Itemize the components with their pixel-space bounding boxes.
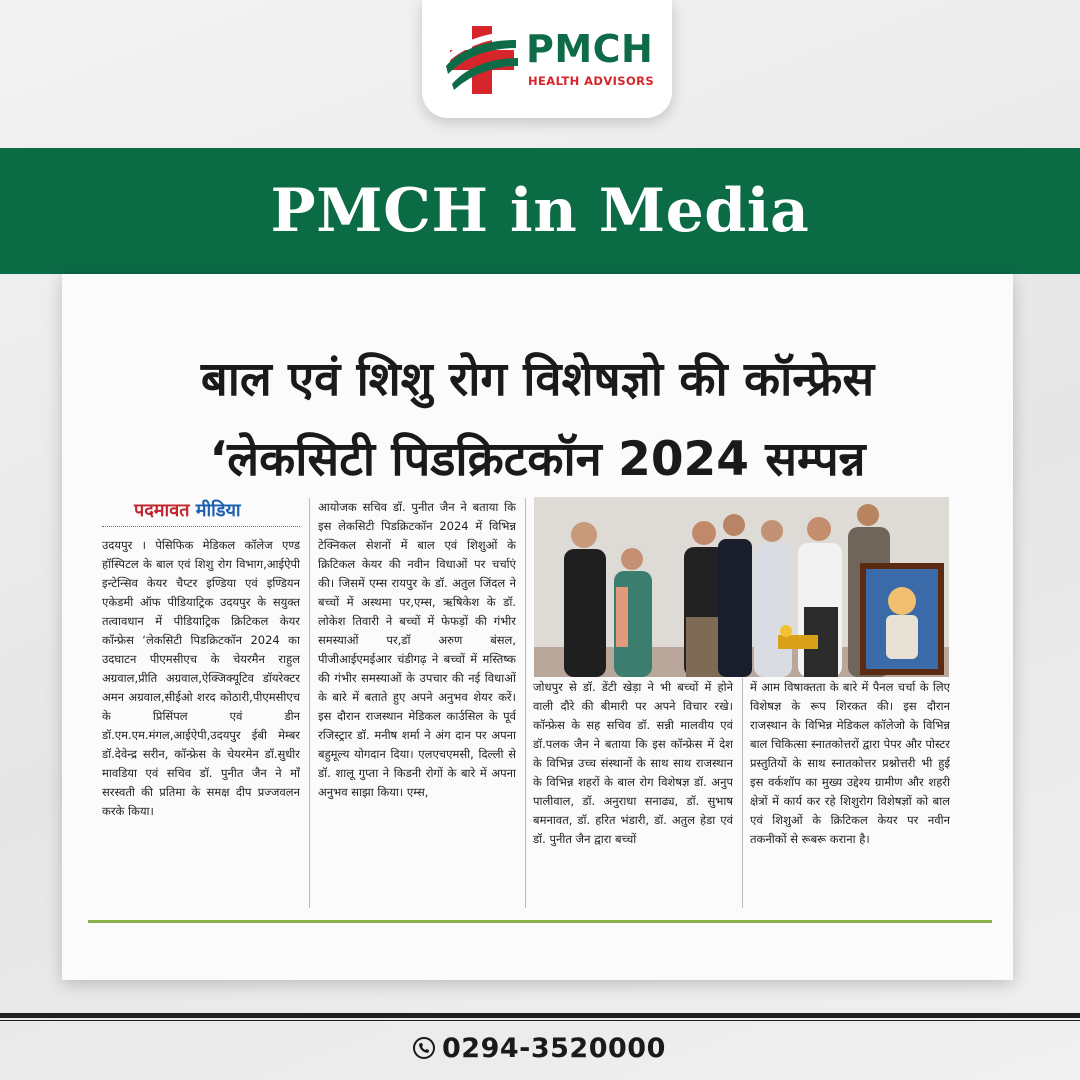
article-column-2: आयोजक सचिव डॉ. पुनीत जैन ने बताया कि इस लेकसिटी पिडक्रिटकॉन 2024 में विभिन्न टेक्निकल सेशनों में बाल एवं शिशुओं के क्रिटिकल केयर की नवीन विधाओं पर चर्चाएं की। जिसमें एम्स रायपुर के डॉ. अतुल जिंदल ने बच्चों में अस्थमा पर,एम्स, ऋषिकेश के डॉ. लोकेश तिवारी ने बच्चों में फेफड़ों की गंभीर समस्याओं पर,डॉ अरुण बंसल, पीजीआईएमईआर चंडीगढ़ ने बच्चों में मस्तिष्क की गंभीर समस्याओं के उपचार की नई विधाओं के बारे में बताते हुए अपने अनुभव शेयर करें। इस दौरान राजस्थान मेडिकल कार्उसिल के पूर्व रजिस्ट्रार डॉ. मनीष शर्मा ने अंग दान पर अपना बहुमूल्य योगदान दिया। एलएचएमसी, दिल्ली से डॉ. शालू गुप्ता ने किडनी रोगों के बारे में अपना अनुभव साझा किया। एम्स, <box>318 500 516 799</box>
source-divider <box>102 526 300 527</box>
title-banner <box>0 148 1080 274</box>
article-column-3: जोधपुर से डॉ. डेंटी खेड़ा ने भी बच्चों में होने वाली दौरे की बीमारी पर अपने विचार रखे। कॉन्फ्रेस के सह सचिव डॉ. सन्नी मालवीय एवं डॉ.पलक जैन ने बताया कि इस कॉन्फ्रेस में देश के विभिन्न उच्च संस्थानों के साथ साथ राजस्थान के विभिन्न शहरों के बाल रोग विशेषज्ञ डॉ. अनुप पालीवाल, डॉ. अनुराधा सनाढ्य, डॉ. सुभाष बमनावत, डॉ. हरित भंडारी, डॉ. अतुल हेडा एवं डॉ. पुनीत जैन द्वारा बच्चों <box>533 680 733 846</box>
banner-title: PMCH in Media <box>270 176 810 246</box>
newspaper-clipping <box>62 274 1013 980</box>
column-divider <box>742 678 743 908</box>
column-divider <box>525 498 526 908</box>
footer-divider <box>0 1013 1080 1018</box>
brand-tagline: HEALTH ADVISORS <box>528 74 655 88</box>
source-name: पदमावत <box>134 500 190 521</box>
footer-divider-thin <box>0 1020 1080 1021</box>
medical-cross-logo-icon <box>446 26 518 94</box>
phone-number[interactable]: 0294-3520000 <box>442 1032 666 1064</box>
clipping-bottom-rule <box>88 920 992 923</box>
source-suffix: मीडिया <box>189 500 241 521</box>
article-source <box>134 498 241 522</box>
article-column-1: उदयपुर । पेसिफिक मेडिकल कॉलेज एण्ड हॉस्पिटल के बाल एवं शिशु रोग विभाग,आईऐपी इन्टेन्सिव केयर चैप्टर इण्डिया एवं इण्डियन एकेडमी ऑफ पीडियाट्रिक उदयपुर के सयुक्त तत्वावधान में पीडियाट्रिक क्रिटिकल केयर कॉन्फ्रेस ‘लेकसिटी पिडक्रिटकॉन 2024 का उदघाटन पीएमसीएच के चेयरमैन राहुल अग्रवाल,प्रीति अग्रवाल,ऐक्जिक्यूटिव डॉयरेक्टर अमन अग्रवाल,सीईओ शरद कोठारी,पीएमसीएच के प्रिसिंपल एवं डीन डॉ.एम.एम.मंगल,आईऐपी,उदयपुर ईबी मेम्बर डॉ.देवेन्द्र सरीन, कॉन्फ्रेस के चेयरमेन डॉ.सुधीर मावडिया एवं सचिव डॉ. पुनीत जैन ने मॉं सरस्वती की प्रतिमा के समक्ष दीप प्रज्जवलन करके किया। <box>102 538 300 818</box>
brand-logo-card <box>422 0 672 118</box>
article-headline-line1: बाल एवं शिशु रोग विशेषज्ञो की कॉन्फ्रेस <box>200 352 875 407</box>
article-headline-line2: ‘लेकसिटी पिडक्रिटकॉन 2024 सम्पन्न <box>209 432 866 487</box>
footer-phone <box>412 1030 666 1066</box>
article-column-4: में आम विषाक्तता के बारे में पैनल चर्चा के लिए विशेषज्ञ के रूप शिरकत की। इस दौरान राजस्थान के विभिन्न मेडिकल कॉलेजो के विभिन्न बाल चिकित्सा स्नातकोत्तरों द्वारा पेपर और पोस्टर प्रस्तुतियों के साथ स्नातकोत्तर प्रश्नोत्तरी भी हुई इस वर्कशॉप का मुख्य उद्देश्य ग्रामीण और शहरी क्षेत्रों में कार्य कर रहे शिशुरोग विशेषज्ञों को बाल एवं शिशुओं के क्रिटिकल केयर पर नवीन तकनीकों से रूबरू कराना है। <box>750 680 950 846</box>
photo-painting <box>860 563 944 675</box>
phone-icon <box>412 1036 436 1060</box>
brand-name: PMCH <box>526 27 654 71</box>
column-divider <box>309 498 310 908</box>
event-photo <box>534 497 949 677</box>
